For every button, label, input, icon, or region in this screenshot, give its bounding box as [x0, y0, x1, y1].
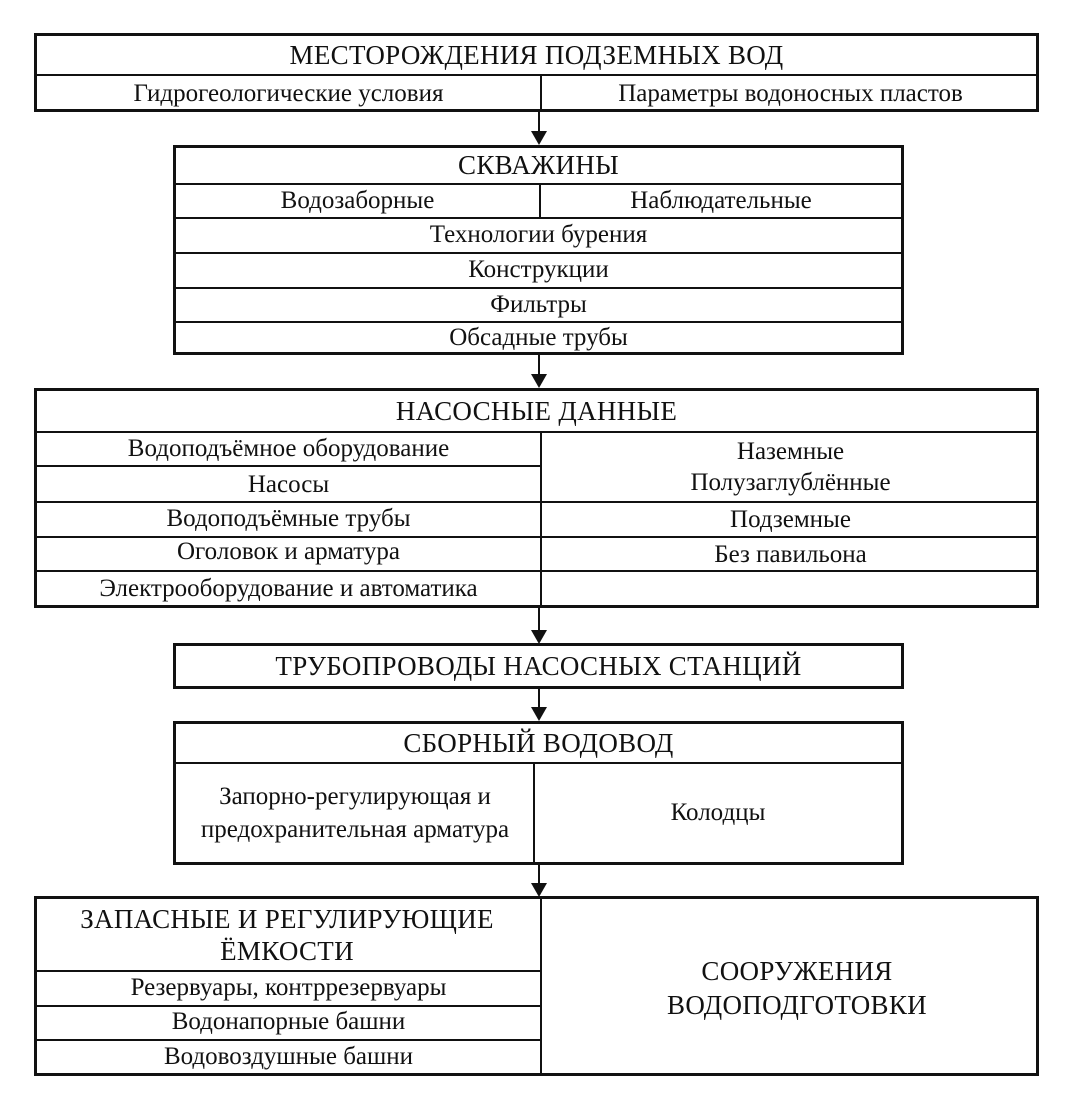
- collector-valves: Запорно-регулирующая и предохранительная арматура: [200, 783, 510, 843]
- arrow-head-icon: [531, 374, 547, 388]
- wells-intake: Водозаборные: [280, 187, 435, 214]
- pump-head-and-fittings: Оголовок и арматура: [177, 538, 400, 565]
- wells-drilling-tech: Технологии бурения: [429, 221, 648, 248]
- deposits-hydro-conditions: Гидрогеологические условия: [133, 80, 444, 107]
- wells-constructions: Конструкции: [468, 256, 609, 283]
- wells-filters: Фильтры: [490, 291, 587, 318]
- wells-observation: Наблюдательные: [630, 187, 812, 214]
- pump-ground: Наземные: [736, 437, 845, 465]
- pump-no-pavilion: Без павильона: [714, 540, 867, 568]
- pump-lifting-equipment: Водоподъёмное оборудование: [127, 434, 450, 462]
- pump-empty-cell: [542, 571, 1039, 606]
- wells-title: СКВАЖИНЫ: [458, 150, 619, 180]
- collector-title: СБОРНЫЙ ВОДОВОД: [403, 727, 674, 758]
- deposits-box: [34, 33, 1039, 112]
- pump-pumps: Насосы: [247, 470, 330, 498]
- treatment-title: СООРУЖЕНИЯ ВОДОПОДГОТОВКИ: [667, 956, 927, 1020]
- storage-reservoirs: Резервуары, контррезервуары: [130, 974, 447, 1001]
- divider: [540, 899, 542, 1073]
- collector-wells: Колодцы: [670, 799, 766, 826]
- storage-title: ЗАПАСНЫЕ И РЕГУЛИРУЮЩИЕ ЁМКОСТИ: [80, 903, 494, 966]
- pipelines-box: [173, 643, 904, 689]
- wells-casing-pipes: Обсадные трубы: [449, 324, 628, 351]
- storage-air-water-towers: Водовоздушные башни: [163, 1042, 414, 1070]
- arrow-head-icon: [531, 630, 547, 644]
- pump-box: [34, 388, 1039, 608]
- arrow-head-icon: [531, 131, 547, 145]
- deposits-title: МЕСТОРОЖДЕНИЯ ПОДЗЕМНЫХ ВОД: [289, 39, 784, 70]
- pump-title: НАСОСНЫЕ ДАННЫЕ: [395, 395, 678, 426]
- flow-arrow: [538, 865, 540, 885]
- arrow-head-icon: [531, 707, 547, 721]
- flow-arrow: [538, 608, 540, 632]
- arrow-head-icon: [531, 883, 547, 897]
- storage-water-towers: Водонапорные башни: [171, 1008, 406, 1035]
- pump-electrical-automation: Электрооборудование и автоматика: [99, 574, 478, 602]
- pipelines-title: ТРУБОПРОВОДЫ НАСОСНЫХ СТАНЦИЙ: [275, 650, 802, 681]
- pump-lifting-pipes: Водоподъёмные трубы: [166, 504, 411, 532]
- pump-underground: Подземные: [730, 506, 851, 533]
- flow-arrow: [538, 689, 540, 709]
- pump-semi-buried: Полузаглублённые: [690, 469, 891, 496]
- wells-box: [173, 145, 904, 355]
- storage-treatment-box: [34, 896, 1039, 1076]
- collector-box: [173, 721, 904, 865]
- deposits-aquifer-params: Параметры водоносных пластов: [618, 80, 963, 107]
